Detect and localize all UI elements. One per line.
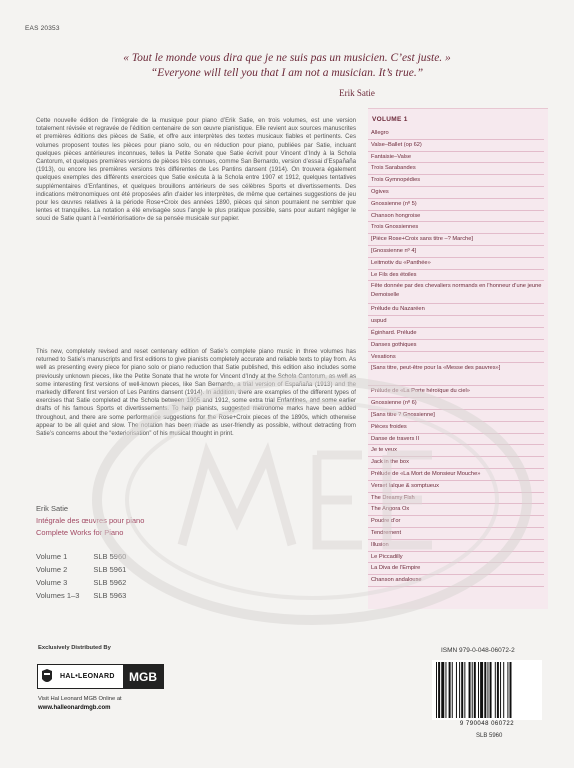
contents-item: Pièces froides <box>368 422 544 434</box>
contents-item: The Dreamy Fish <box>368 493 544 505</box>
barcode-bar <box>472 662 473 718</box>
barcode-bar <box>480 662 483 718</box>
contents-item: Danse de travers II <box>368 434 544 446</box>
contents-item: [Pièce Rose+Croix sans titre –? Marche] <box>368 234 544 246</box>
volume-row <box>36 577 140 590</box>
volume-label: Volume 3 <box>36 578 68 587</box>
publisher-logo <box>37 664 164 689</box>
barcode-bar <box>464 662 465 718</box>
contents-item: Tendrement <box>368 528 544 540</box>
barcode-bar <box>449 662 451 718</box>
barcode-bar <box>436 662 437 718</box>
description-english: This new, completely revised and reset centenary edition of Satie’s complete piano music in three volumes has returned to Satie’s manuscripts and first editions to give pianists completely accurate and reliable texts to play from. As well as presenting every piece for piano solo or piano reduction that Satie published, this edition also includes some previously unknown pieces, like the Petite Sonate that he wrote for Vincent d’Indy at the Schola Cantorum, as well as some interesting first versions of well-known pieces, like San Bernardo, a trial version of Españaña (1913) and the markedly different first version of Les Pantins dansent (1914). In addition, there are examples of the different types of exercises that Satie completed at the Schola between 1905 and 1912, some extra trial Enfantines, and some earlier drafts of his famous Sports et divertissements. To help pianists, suggested metronome marks have been added throughout, and there are some performance suggestions for the Rose+Croix pieces of the 1890s, which otherwise appear to be all quiet and slow. The notation has been made as user-friendly as possible, without detracting from Satie’s concerns about the “exteriorisation” of his musical thought in print. <box>36 348 356 438</box>
contents-item: Verset laïque & somptueux <box>368 481 544 493</box>
quote-french: « Tout le monde vous dira que je ne suis pas un musicien. C’est juste. » <box>123 52 451 64</box>
volume-label: Volume 2 <box>36 565 68 574</box>
contents-item: Chanson andalouse <box>368 575 544 587</box>
barcode-bar <box>510 662 512 718</box>
volumes-table <box>36 551 140 603</box>
volume-label: Volume 1 <box>36 552 68 561</box>
contents-item: The Angora Ox <box>368 504 544 516</box>
contents-item: Éginhard. Prélude <box>368 328 544 340</box>
barcode <box>432 660 542 720</box>
contents-item: Je te veux <box>368 445 544 457</box>
quote-author: Erik Satie <box>339 88 375 98</box>
volume-number: SLB 5960 <box>93 552 127 561</box>
publisher-logo-text: HAL•LEONARD <box>60 673 115 680</box>
contents-item: Trois Sarabandes <box>368 163 544 175</box>
contents-item: [Sans titre, peut-être pour la «Messe des pauvres»] <box>368 363 544 386</box>
contents-item: Chanson hongroise <box>368 211 544 223</box>
contents-item: Allegro <box>368 128 544 140</box>
barcode-bar <box>487 662 488 718</box>
barcode-bar <box>441 662 444 718</box>
barcode-bar <box>459 662 460 718</box>
contents-item: Illusion <box>368 540 544 552</box>
contents-item: uspud <box>368 316 544 328</box>
works-author: Erik Satie <box>36 504 69 513</box>
barcode-bar <box>500 662 501 718</box>
volume-number: SLB 5961 <box>93 565 127 574</box>
publisher-emblem-icon <box>38 665 55 688</box>
publisher-url[interactable]: www.halleonardmgb.com <box>38 705 111 711</box>
barcode-number: 9 790048 060722 <box>459 721 515 727</box>
contents-item: Le Piccadilly <box>368 552 544 564</box>
contents-item: Trois Gnossiennes <box>368 222 544 234</box>
contents-item: [Gnossienne nº 4] <box>368 246 544 258</box>
contents-item: Jack in the box <box>368 457 544 469</box>
barcode-bar <box>456 662 457 718</box>
contents-item: Danses gothiques <box>368 340 544 352</box>
contents-item: Le Fils des étoiles <box>368 270 544 282</box>
volume-label: Volumes 1–3 <box>36 591 80 600</box>
barcode-bar <box>438 662 440 718</box>
contents-item: Prélude de «La Mort de Monsieur Mouche» <box>368 469 544 481</box>
contents-heading: VOLUME 1 <box>372 116 408 123</box>
catalog-code: EAS 20353 <box>25 25 60 32</box>
quote-english: “Everyone will tell you that I am not a musician. It’s true.” <box>150 67 424 79</box>
works-title-french: Intégrale des œuvres pour piano <box>36 516 145 525</box>
barcode-bar <box>469 662 471 718</box>
barcode-bar <box>503 662 504 718</box>
contents-item: Vexations <box>368 352 544 364</box>
contents-item: Prélude de «La Porte héroïque du ciel» <box>368 386 544 398</box>
volume-row <box>36 551 140 564</box>
works-title-english: Complete Works for Piano <box>36 528 124 537</box>
barcode-bar <box>461 662 463 718</box>
contents-item: Fête donnée par des chevaliers normands en l’honneur d’une jeune Demoiselle <box>368 281 544 304</box>
barcode-bar <box>490 662 492 718</box>
barcode-bar <box>478 662 479 718</box>
contents-item: Gnossienne (nº 5) <box>368 199 544 211</box>
contents-item: Prélude du Nazaréen <box>368 304 544 316</box>
contents-item: Valse–Ballet (op 62) <box>368 140 544 152</box>
contents-list <box>368 128 544 587</box>
volume-number: SLB 5963 <box>93 591 127 600</box>
contents-item: Leitmotiv du «Panthée» <box>368 258 544 270</box>
contents-item: Trois Gymnopédies <box>368 175 544 187</box>
contents-item: La Diva de l’Empire <box>368 563 544 575</box>
barcode-bar <box>452 662 453 718</box>
volume-number: SLB 5962 <box>93 578 127 587</box>
contents-item: Gnossienne (nº 6) <box>368 398 544 410</box>
visit-note: Visit Hal Leonard MGB Online at <box>38 696 122 702</box>
contents-item: Fantaisie–Valse <box>368 152 544 164</box>
contents-item: [Sans titre ? Gnossienne] <box>368 410 544 422</box>
barcode-bar <box>474 662 476 718</box>
ismn-number: ISMN 979-0-048-06072-2 <box>441 647 515 654</box>
barcode-bar <box>507 662 508 718</box>
barcode-bar <box>484 662 486 718</box>
contents-item: Ogives <box>368 187 544 199</box>
catalog-number: SLB 5960 <box>476 733 503 739</box>
contents-item: Poudre d’or <box>368 516 544 528</box>
publisher-logo-mgb: MGB <box>123 665 163 688</box>
volume-row <box>36 564 140 577</box>
barcode-bar <box>497 662 499 718</box>
barcode-bar <box>445 662 446 718</box>
distributor-note: Exclusively Distributed By <box>38 645 111 651</box>
description-french: Cette nouvelle édition de l’intégrale de la musique pour piano d’Erik Satie, en trois volumes, est une version totalement révisée et regravée de l’édition centenaire de son œuvre pianistique. Elle revient aux sources manuscrites et premières éditions des pièces de Satie, et offre aux interprètes des textes musicaux fiables et pertinents. Ces volumes proposent toutes les pièces pour piano solo, ou en réduction pour piano, publiées par Satie, incluant quelques pièces antérieures inconnues, telles la Petite Sonate que Satie écrivit pour Vincent d’Indy à la Schola Cantorum, et quelques premières versions de pièces très connues, comme San Bernardo, version d’essai d’Españaña (1913), ou encore les premières versions très différentes de Les Pantins dansent (1914). On trouvera également quelques exemples des différents exercices que Satie exécuta à la Schola entre 1907 et 1912, quelques tentatives supplémentaires d’Enfantines, et quelques brouillons antérieurs de ses célèbres Sports et divertissements. Des indications métronomiques ont été proposées afin d’aider les interprètes, de même que certaines suggestions de jeu pour les œuvres relatives à la période Rose+Croix des années 1890, pièces qui sinon pourraient ne sembler que lentes et tranquilles. La notation a été envisagée sous l’angle le plus pratique possible, sans pour autant négliger le souci de Satie quant à l’«extériorisation» de sa pensée musicale sur papier. <box>36 117 356 223</box>
volume-row <box>36 590 140 603</box>
barcode-bar <box>495 662 496 718</box>
